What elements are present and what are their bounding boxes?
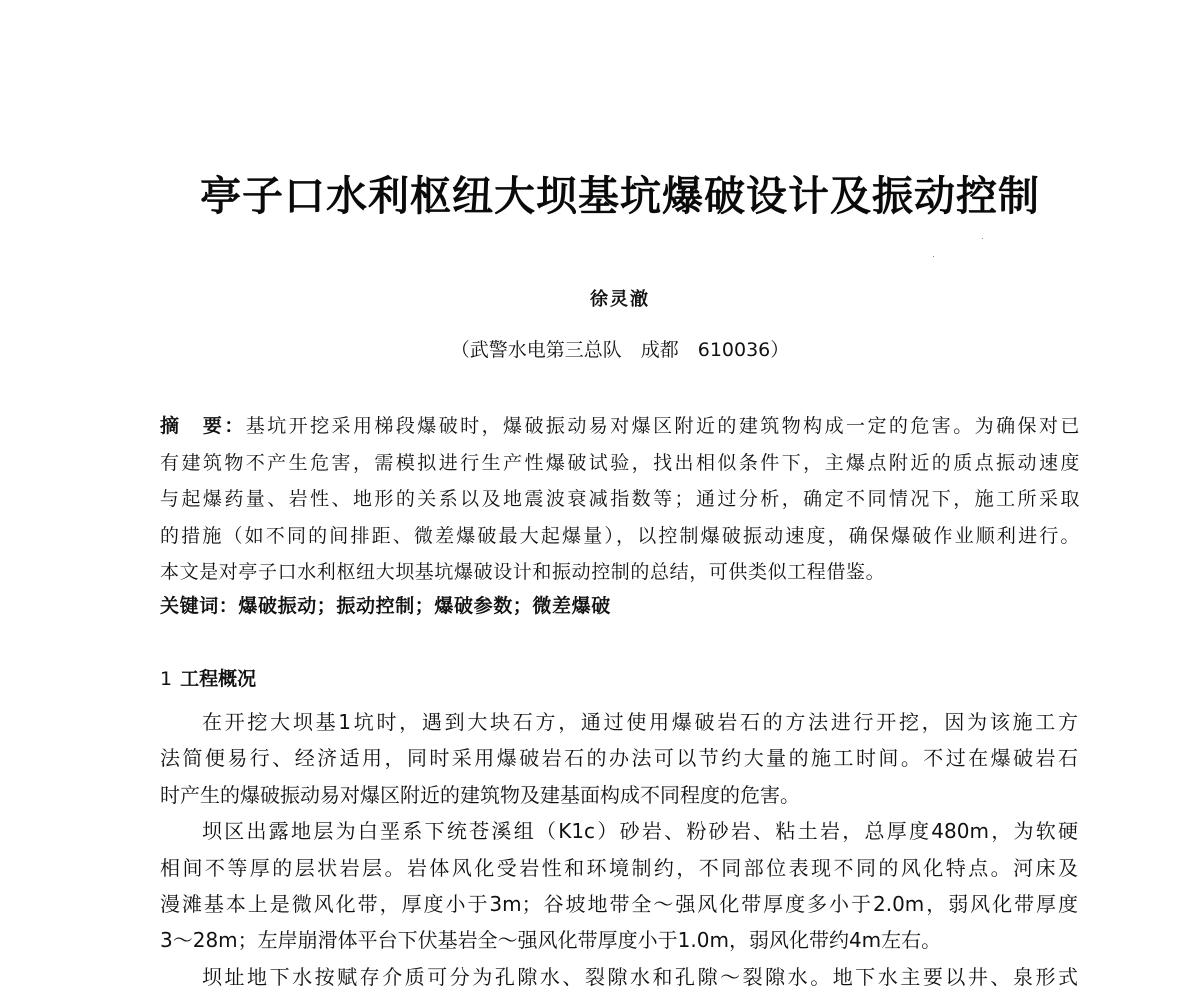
- abstract-line: 摘 要：基坑开挖采用梯段爆破时，爆破振动易对爆区附近的建筑物构成一定的危害。为确保对已: [160, 415, 1081, 437]
- paragraph-line: 法简便易行、经济适用，同时采用爆破岩石的办法可以节约大量的施工时间。不过在爆破岩石: [160, 746, 1078, 771]
- abstract: [160, 408, 1080, 591]
- keywords-text: 爆破振动；振动控制；爆破参数；微差爆破: [238, 595, 611, 617]
- keywords-label: 关键词：: [160, 595, 239, 617]
- section-body: [160, 704, 1078, 995]
- author-name: 徐灵澈: [590, 289, 650, 310]
- section-number: 1: [160, 668, 173, 690]
- abstract-label: 摘 要：: [160, 415, 246, 437]
- abstract-line: 本文是对亭子口水利枢纽大坝基坑爆破设计和振动控制的总结，可供类似工程借鉴。: [160, 561, 886, 584]
- paragraph-line: 时产生的爆破振动易对爆区附近的建筑物及建基面构成不同程度的危害。: [160, 782, 800, 807]
- paper-title: 亭子口水利枢纽大坝基坑爆破设计及振动控制: [200, 172, 1040, 220]
- section-title: 工程概况: [180, 668, 257, 690]
- keywords: [160, 590, 611, 622]
- abstract-line: 的措施（如不同的间排距、微差爆破最大起爆量），以控制爆破振动速度，确保爆破作业顺利进行。: [160, 524, 1080, 547]
- paragraph-line: 漫滩基本上是微风化带，厚度小于3m；谷坡地带全～强风化带厚度多小于2.0m，弱风化带厚度: [160, 892, 1078, 917]
- abstract-line: 与起爆药量、岩性、地形的关系以及地震波衰减指数等；通过分析，确定不同情况下，施工所采取: [160, 488, 1080, 511]
- paragraph-line: 坝址地下水按赋存介质可分为孔隙水、裂隙水和孔隙～裂隙水。地下水主要以井、泉形式: [202, 964, 1078, 989]
- paragraph-line: 坝区出露地层为白垩系下统苍溪组（K1c）砂岩、粉砂岩、粘土岩，总厚度480m，为软硬: [202, 819, 1078, 844]
- author-affiliation: （武警水电第三总队 成都 610036）: [450, 339, 790, 361]
- scan-speck: [982, 238, 983, 239]
- paragraph-line: 相间不等厚的层状岩层。岩体风化受岩性和环境制约，不同部位表现不同的风化特点。河床及: [160, 855, 1078, 880]
- paragraph-line: 在开挖大坝基1坑时，遇到大块石方，通过使用爆破岩石的方法进行开挖，因为该施工方: [202, 710, 1078, 734]
- paragraph-line: 3～28m；左岸崩滑体平台下伏基岩全～强风化带厚度小于1.0m，弱风化带约4m左右。: [160, 928, 942, 953]
- section-heading: [160, 664, 256, 694]
- abstract-line: 有建筑物不产生危害，需模拟进行生产性爆破试验，找出相似条件下，主爆点附近的质点振动速度: [160, 451, 1080, 474]
- scan-speck: [933, 256, 934, 257]
